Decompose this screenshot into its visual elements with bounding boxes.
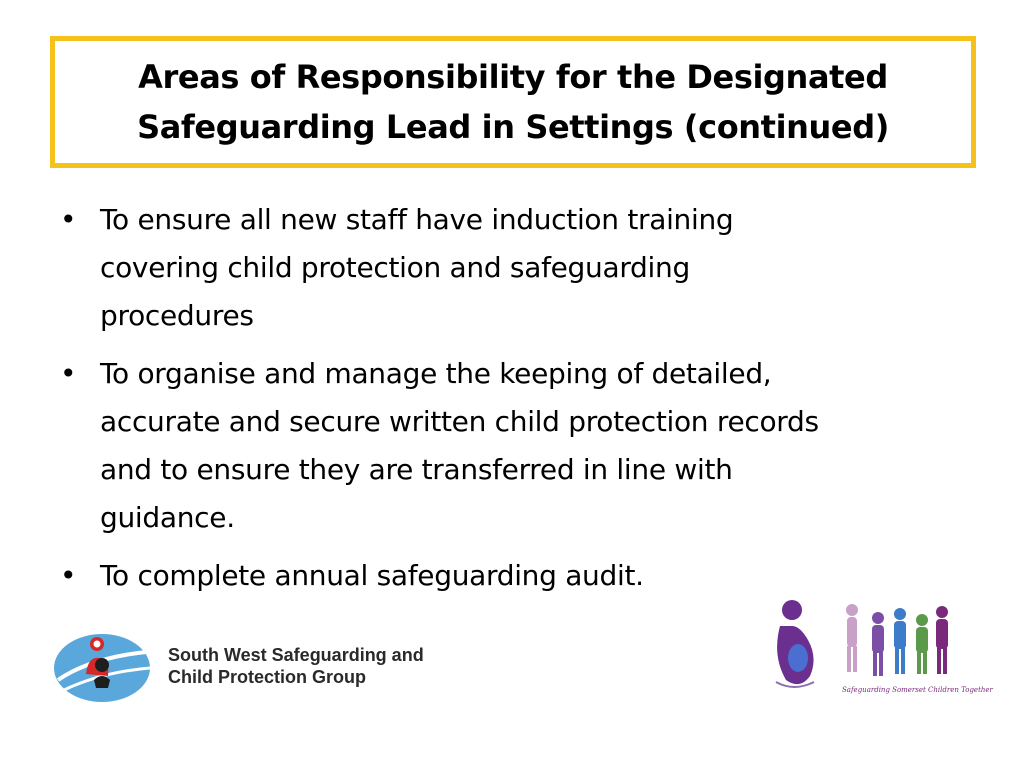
bullet-line: To ensure all new staff have induction training (100, 203, 734, 236)
sw-safeguarding-logo (50, 625, 495, 707)
bullet-line: To organise and manage the keeping of detailed, (100, 357, 772, 390)
slide-title-line-2: Safeguarding Lead in Settings (continued) (137, 108, 889, 146)
purple-figure-logo-icon (770, 596, 820, 692)
bullet-item-records (56, 350, 966, 542)
sw-safeguarding-logo-text (168, 644, 424, 688)
bullet-item-audit (56, 552, 966, 600)
bullet-line: procedures (100, 299, 254, 332)
slide-title-line-1: Areas of Responsibility for the Designated (138, 58, 888, 96)
bullet-line: and to ensure they are transferred in line with (100, 453, 733, 486)
bullet-line: guidance. (100, 501, 235, 534)
logo-text-line-1: South West Safeguarding and (168, 645, 424, 665)
bullet-dot-icon: • (60, 559, 77, 592)
bullet-line: To complete annual safeguarding audit. (100, 559, 644, 592)
bullet-line: accurate and secure written child protection records (100, 405, 819, 438)
logo-text-line-2: Child Protection Group (168, 667, 366, 687)
bullet-list (56, 196, 966, 610)
sw-safeguarding-emblem-icon (50, 628, 158, 704)
bullet-dot-icon: • (60, 203, 77, 236)
children-logo-caption: Safeguarding Somerset Children Together (842, 686, 993, 694)
bullet-line: covering child protection and safeguarding (100, 251, 690, 284)
title-box (50, 36, 976, 168)
bullet-item-induction (56, 196, 966, 340)
children-figures-logo-icon (838, 598, 993, 698)
bullet-dot-icon: • (60, 357, 77, 390)
